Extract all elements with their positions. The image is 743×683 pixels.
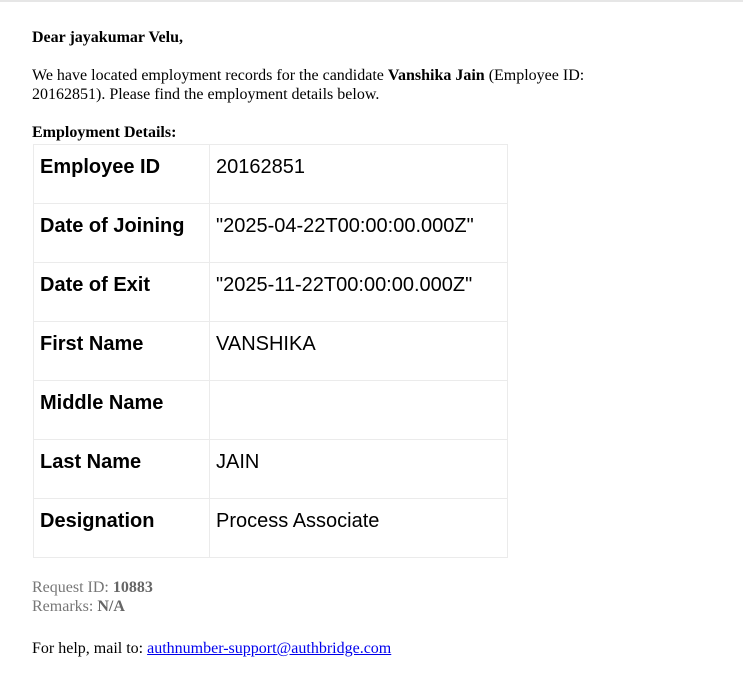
table-row (34, 145, 508, 204)
help-prefix: For help, mail to: (32, 640, 148, 657)
detail-value: 20162851 (210, 145, 508, 204)
table-row (34, 204, 508, 263)
top-divider (0, 0, 743, 2)
intro-text-after: (Employee ID: 20162851). Please find the employment details below. (32, 67, 585, 103)
remarks-line (32, 597, 712, 616)
detail-value: "2025-11-22T00:00:00.000Z" (210, 263, 508, 322)
candidate-name: Vanshika Jain (387, 67, 485, 84)
detail-label: Last Name (34, 440, 210, 499)
table-row (34, 499, 508, 558)
table-row (34, 263, 508, 322)
detail-label: First Name (34, 322, 210, 381)
detail-value: Process Associate (210, 499, 508, 558)
detail-label: Employee ID (34, 145, 210, 204)
table-row (34, 381, 508, 440)
detail-label: Date of Joining (34, 204, 210, 263)
intro-text-before: We have located employment records for the candidate (32, 67, 388, 84)
email-body (32, 28, 712, 658)
help-line (32, 639, 712, 658)
request-id-label: Request ID: (32, 579, 113, 596)
detail-label: Middle Name (34, 381, 210, 440)
table-row (34, 440, 508, 499)
table-row (34, 322, 508, 381)
detail-value: JAIN (210, 440, 508, 499)
section-heading: Employment Details: (32, 124, 177, 141)
remarks-label: Remarks: (32, 598, 98, 615)
detail-value: VANSHIKA (210, 322, 508, 381)
detail-value: "2025-04-22T00:00:00.000Z" (210, 204, 508, 263)
request-id-value: 10883 (112, 579, 153, 596)
detail-value (210, 381, 508, 440)
greeting: Dear jayakumar Velu, (32, 29, 183, 46)
intro-paragraph (32, 66, 652, 104)
support-email-link[interactable]: authnumber-support@authbridge.com (147, 640, 392, 657)
employment-details-table (33, 144, 508, 558)
request-id-line (32, 578, 712, 597)
request-meta (32, 578, 712, 616)
detail-label: Designation (34, 499, 210, 558)
remarks-value: N/A (97, 598, 125, 615)
detail-label: Date of Exit (34, 263, 210, 322)
